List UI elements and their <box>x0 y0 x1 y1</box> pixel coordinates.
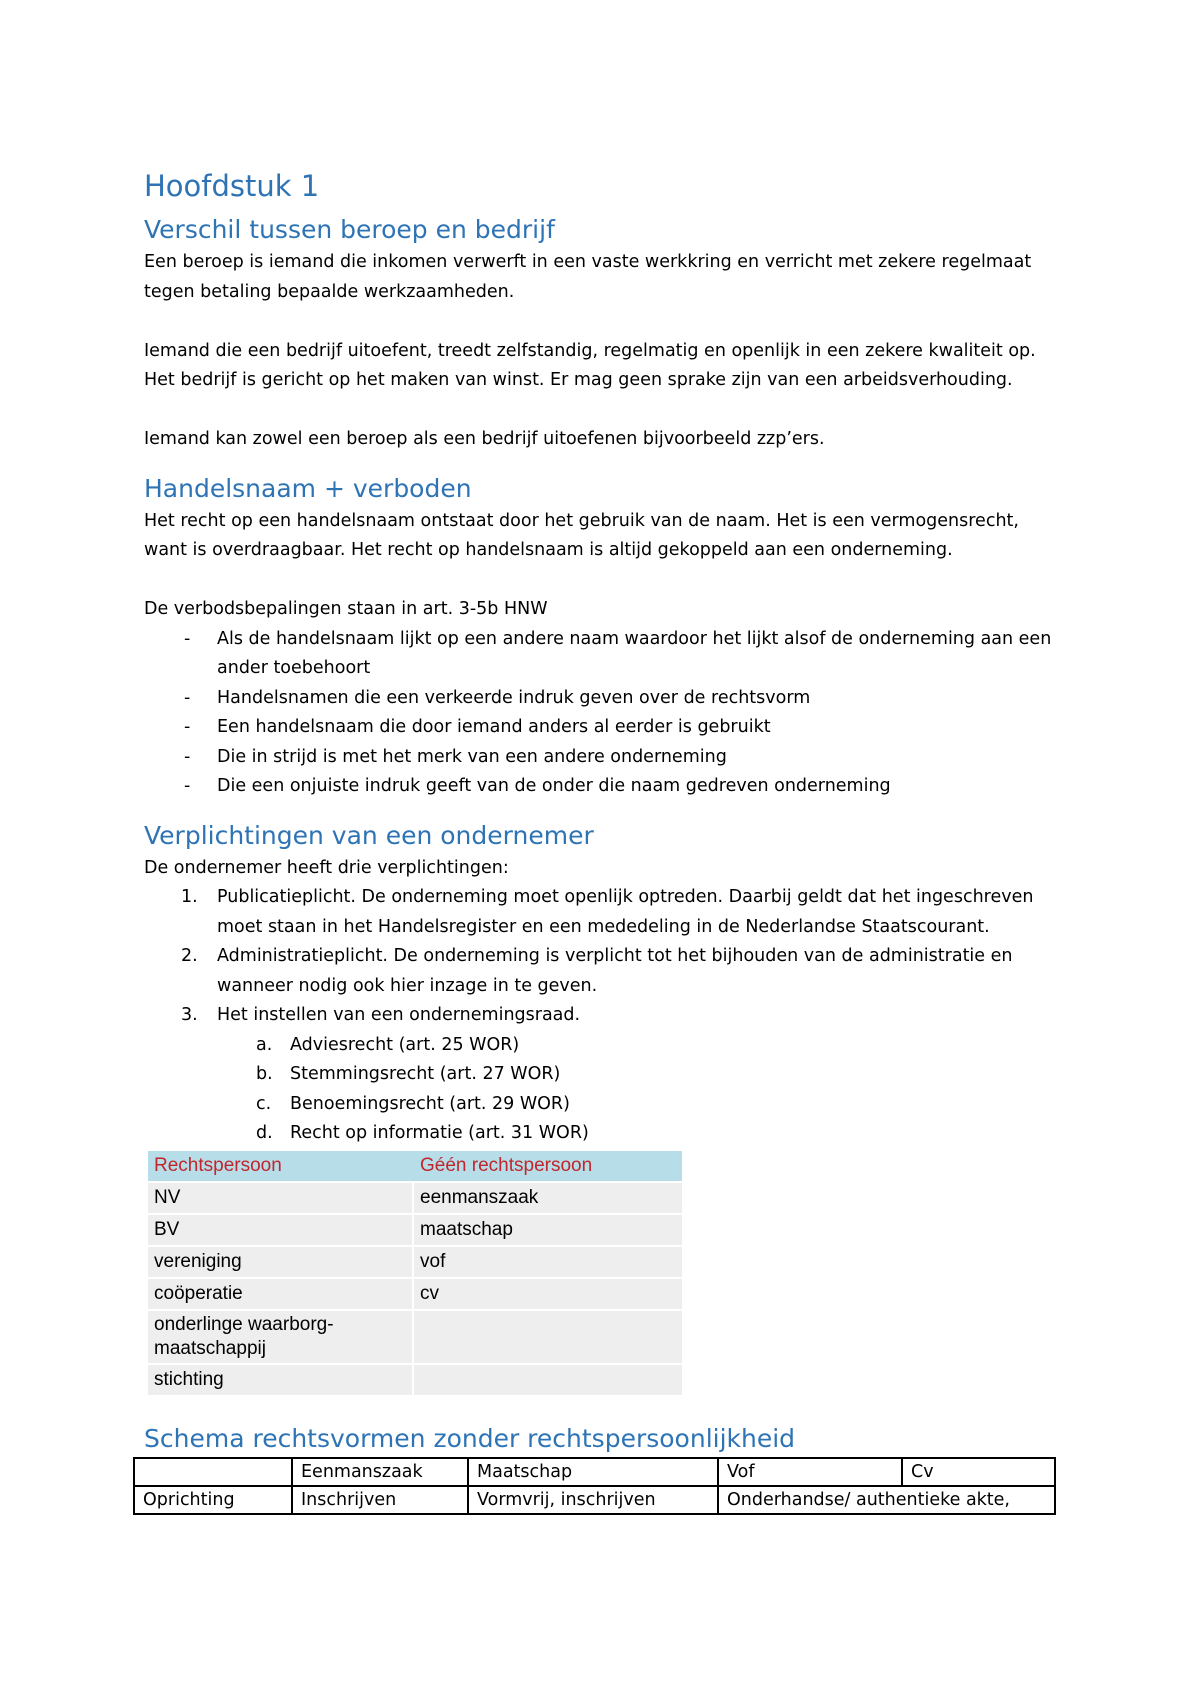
document-page <box>144 160 1064 1515</box>
table-cell: Eenmanszaak <box>292 1458 468 1486</box>
table-cell: Vof <box>718 1458 902 1486</box>
table-cell <box>134 1458 292 1486</box>
table-cell: Inschrijven <box>292 1486 468 1514</box>
list-item <box>144 942 1064 1001</box>
paragraph-verbodsbepalingen: De verbodsbepalingen staan in art. 3-5b HNW <box>144 599 548 619</box>
list-item <box>144 1090 1064 1120</box>
table-cell: Cv <box>902 1458 1055 1486</box>
table-cell: NV <box>148 1183 414 1213</box>
heading-handelsnaam: Handelsnaam + verboden <box>144 473 472 503</box>
table-cell: eenmanszaak <box>414 1183 682 1213</box>
list-item-text: Administratieplicht. De onderneming is verplicht tot het bijhouden van de administratie en wanneer nodig ook hier inzage in te geven. <box>217 946 1013 996</box>
list-marker: a. <box>256 1034 273 1055</box>
table-cell: onderlinge waarborg-maatschappij <box>148 1311 414 1363</box>
table-row <box>148 1183 682 1213</box>
list-item <box>144 1031 1064 1061</box>
list-marker: 3. <box>181 1005 198 1025</box>
table-row <box>148 1311 682 1363</box>
list-item-text: Stemmingsrecht (art. 27 WOR) <box>290 1064 561 1084</box>
table-header-cell: Rechtspersoon <box>148 1151 414 1181</box>
ondernemingsraad-rights-list <box>144 1031 1064 1149</box>
paragraph-beroep: Een beroep is iemand die inkomen verwerft in een vaste werkkring en verricht met zekere regelmaat tegen betaling bepaalde werkzaamheden. <box>144 252 1032 302</box>
table-cell: Maatschap <box>468 1458 718 1486</box>
table-row <box>148 1279 682 1309</box>
heading-schema: Schema rechtsvormen zonder rechtspersoonlijkheid <box>144 1423 796 1453</box>
table-cell: maatschap <box>414 1215 682 1245</box>
table-row <box>134 1486 1055 1514</box>
table-header-row <box>148 1151 682 1181</box>
table-row <box>148 1247 682 1277</box>
verboden-list <box>144 625 1064 802</box>
heading-beroep-bedrijf: Verschil tussen beroep en bedrijf <box>144 215 555 244</box>
list-item <box>144 883 1064 942</box>
chapter-title: Hoofdstuk 1 <box>144 169 320 203</box>
list-item <box>144 1060 1064 1090</box>
table-cell: stichting <box>148 1365 414 1395</box>
table-cell: coöperatie <box>148 1279 414 1309</box>
list-marker: 1. <box>181 887 198 907</box>
table-cell: Vormvrij, inschrijven <box>468 1486 718 1514</box>
table-header-row <box>134 1458 1055 1486</box>
list-item <box>144 1001 1064 1031</box>
list-item-text: Adviesrecht (art. 25 WOR) <box>290 1034 520 1055</box>
list-item-text: Het instellen van een ondernemingsraad. <box>217 1005 581 1025</box>
table-cell: cv <box>414 1279 682 1309</box>
list-item: - Die in strijd is met het merk van een andere onderneming <box>144 743 1064 773</box>
table-cell: BV <box>148 1215 414 1245</box>
list-item-text: Benoemingsrecht (art. 29 WOR) <box>290 1093 570 1114</box>
paragraph-bedrijf: Iemand die een bedrijf uitoefent, treedt zelfstandig, regelmatig en openlijk in een zekere kwaliteit op. Het bedrijf is gericht op het maken van winst. Er mag geen sprake zijn van een arbeidsverhouding. <box>144 340 1036 390</box>
verplichtingen-list <box>144 883 1064 1031</box>
list-item: - Een handelsnaam die door iemand anders al eerder is gebruikt <box>144 713 1064 743</box>
list-item: - Die een onjuiste indruk geeft van de onder die naam gedreven onderneming <box>144 772 1064 802</box>
list-item-text: Publicatieplicht. De onderneming moet openlijk optreden. Daarbij geldt dat het ingeschreven moet staan in het Handelsregister en een mededeling in de Nederlandse Staatscourant. <box>217 887 1034 937</box>
table-cell <box>414 1365 682 1395</box>
table-header-cell: Géén rechtspersoon <box>414 1151 682 1181</box>
list-marker: d. <box>256 1123 273 1143</box>
list-marker: b. <box>256 1064 273 1084</box>
heading-verplichtingen: Verplichtingen van een ondernemer <box>144 820 594 850</box>
list-item <box>144 1119 1064 1149</box>
table-cell: Oprichting <box>134 1486 292 1514</box>
table-cell: Onderhandse/ authentieke akte, <box>718 1486 1055 1514</box>
table-cell: vereniging <box>148 1247 414 1277</box>
table-row <box>148 1365 682 1395</box>
list-item-text: Recht op informatie (art. 31 WOR) <box>290 1123 589 1143</box>
table-cell <box>414 1311 682 1363</box>
list-item: - Handelsnamen die een verkeerde indruk geven over de rechtsvorm <box>144 684 1064 714</box>
paragraph-verplichtingen-intro: De ondernemer heeft drie verplichtingen: <box>144 857 509 878</box>
list-item: - Als de handelsnaam lijkt op een andere naam waardoor het lijkt alsof de onderneming aan een ander toebehoort <box>144 625 1064 684</box>
list-marker: c. <box>256 1093 272 1114</box>
list-marker: 2. <box>181 946 198 966</box>
paragraph-handelsnaam: Het recht op een handelsnaam ontstaat door het gebruik van de naam. Het is een vermogensrecht, want is overdraagbaar. Het recht op handelsnaam is altijd gekoppeld aan een onderneming. <box>144 510 1019 560</box>
table-row <box>148 1215 682 1245</box>
paragraph-zzp: Iemand kan zowel een beroep als een bedrijf uitoefenen bijvoorbeeld zzp’ers. <box>144 429 825 449</box>
rechtspersoon-table <box>148 1149 682 1397</box>
schema-table <box>133 1457 1056 1515</box>
table-cell: vof <box>414 1247 682 1277</box>
